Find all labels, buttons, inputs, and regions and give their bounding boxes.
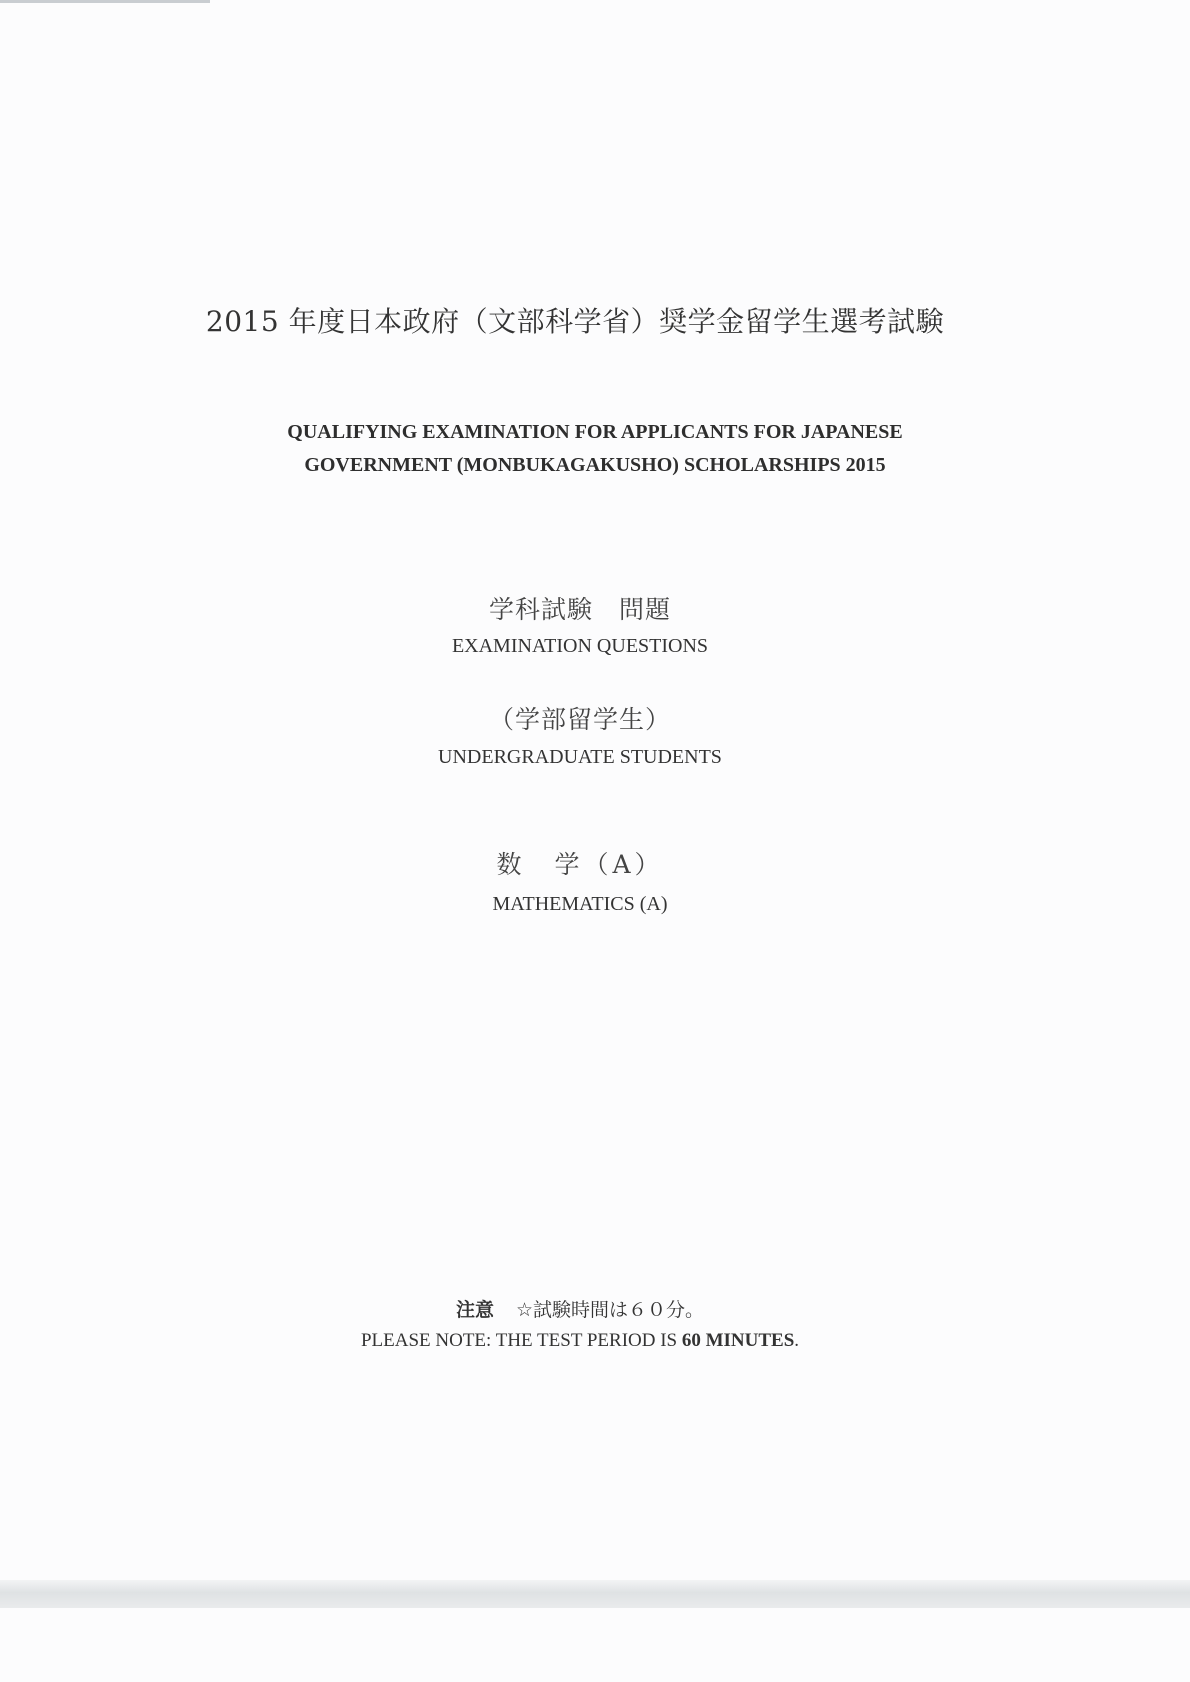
exam-title-japanese: 2015 年度日本政府（文部科学省）奨学金留学生選考試験 bbox=[205, 305, 945, 338]
student-level-english: UNDERGRADUATE STUDENTS bbox=[438, 746, 722, 768]
subject-japanese: 数 学（A） bbox=[496, 850, 664, 879]
exam-title-english-line-2: GOVERNMENT (MONBUKAGAKUSHO) SCHOLARSHIPS 2015 bbox=[304, 454, 886, 476]
exam-title-english bbox=[170, 416, 1020, 482]
note-japanese bbox=[180, 1295, 980, 1322]
exam-type-japanese: 学科試験 問題 bbox=[488, 595, 671, 624]
note-label: 注意 bbox=[455, 1299, 494, 1321]
note-text-english-suffix: . bbox=[794, 1330, 800, 1351]
scan-top-shadow bbox=[0, 0, 210, 3]
scan-bottom-band bbox=[0, 1580, 1190, 1608]
note-text-japanese: ☆試験時間は６０分。 bbox=[515, 1299, 705, 1321]
note-text-english-prefix: PLEASE NOTE: THE TEST PERIOD IS bbox=[360, 1330, 682, 1351]
exam-title-english-line-1: QUALIFYING EXAMINATION FOR APPLICANTS FOR JAPANESE bbox=[287, 421, 903, 443]
subject-english: MATHEMATICS (A) bbox=[492, 893, 668, 915]
student-level-japanese: （学部留学生） bbox=[488, 705, 671, 734]
note-text-english-duration: 60 MINUTES bbox=[681, 1330, 795, 1351]
exam-type-english: EXAMINATION QUESTIONS bbox=[451, 635, 709, 657]
note-english bbox=[180, 1330, 980, 1352]
